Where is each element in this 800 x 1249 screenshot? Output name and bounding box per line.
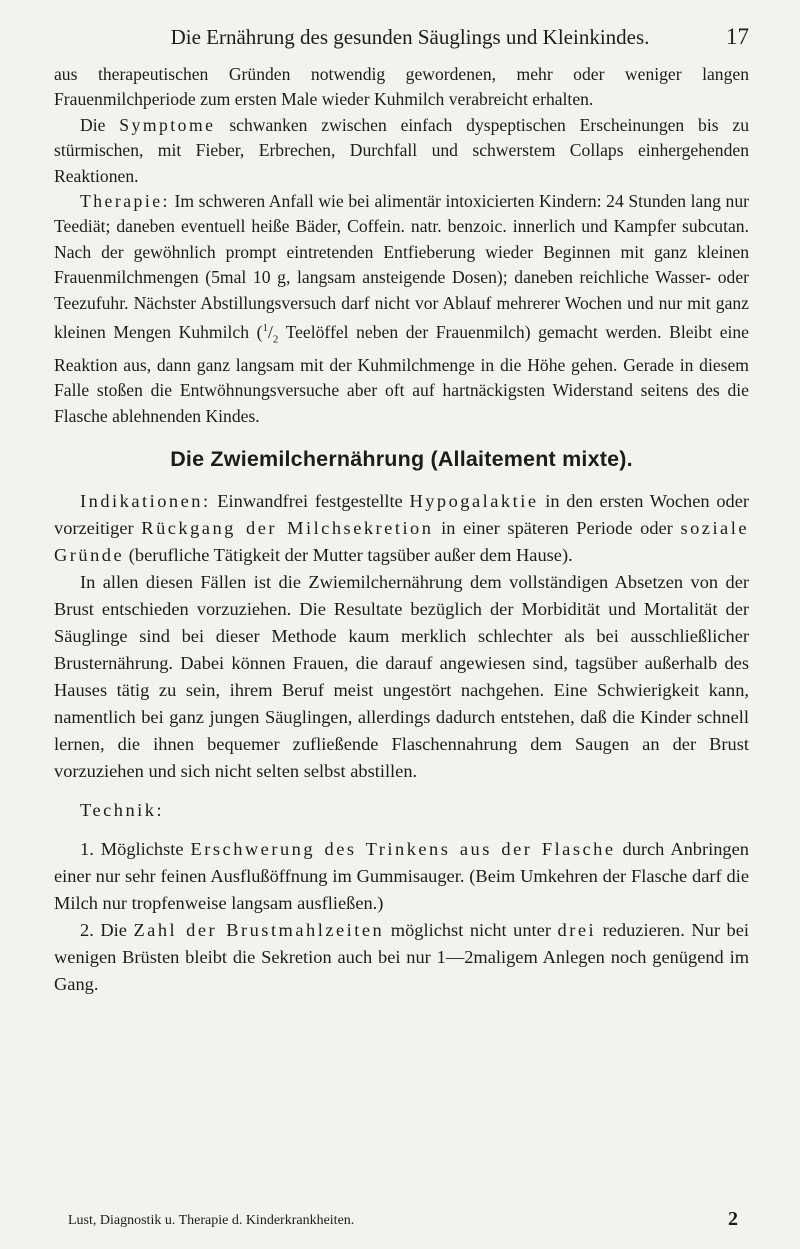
fraction-denominator: 2 <box>272 333 279 346</box>
paragraph-symptome <box>54 113 749 189</box>
term-hypogalaktie: Hypogalaktie <box>409 491 539 512</box>
indikationen-text-c: in einer späteren Periode oder <box>433 518 681 539</box>
running-header <box>54 24 749 62</box>
item-1-term: Erschwerung des Trinkens aus der Flasche <box>190 839 616 860</box>
symptome-pre: Die <box>80 114 106 135</box>
paragraph-indikationen <box>54 488 749 569</box>
technik-item-1 <box>54 836 749 917</box>
technik-label: Technik: <box>80 800 165 821</box>
footer-source: Lust, Diagnostik u. Therapie d. Kinderkrankheiten. <box>68 1213 355 1228</box>
symptome-label: Symptome <box>119 114 216 135</box>
page <box>54 24 749 998</box>
therapie-text-a: Im schweren Anfall wie bei alimentär intoxicierten Kindern: 24 Stunden lang nur Teediät; daneben eventuell heiße Bäder, Coffein. natr. benzoic. innerlich und Kampfer subcutan. Nach der gewöhnlich prompt eintretenden Entfieberung wieder Beginnen mit ganz kleinen Frauenmilchmengen (5mal 10 g, langsam ansteigende Dosen); daneben reichliche Wasser- oder Teezufuhr. Nächster Abstillungsversuch darf nicht vor Ablauf mehrerer Wochen und nur mit ganz kleinen Mengen Kuhmilch ( <box>54 191 750 342</box>
technik-item-2 <box>54 917 749 998</box>
therapie-text-b: Teelöffel neben der Frauenmilch) gemacht werden. Bleibt eine Reaktion aus, dann ganz langsam mit der Kuhmilchmenge in die Höhe gehen. Gerade in diesem Falle stoßen die Entwöhnungsversuche aber oft auf hartnäckigsten Widerstand seitens des die Flasche ablehnenden Kindes. <box>54 321 749 426</box>
section-heading: Die Zwiemilchernährung (Allaitement mixte). <box>170 447 633 472</box>
item-2-text-a: möglichst nicht unter <box>384 920 558 941</box>
item-2-num: 2. Die <box>80 920 127 941</box>
indikationen-text-a: Einwandfrei festgestellte <box>210 491 410 512</box>
indikationen-text-b: in den ersten Wochen oder vorzeitiger <box>54 491 749 539</box>
item-1-num: 1. Möglichste <box>80 839 184 860</box>
item-1-text: durch Anbringen einer nur sehr feinen Ausflußöffnung im Gummisauger. (Beim Umkehren der Flasche darf die Milch nur tropfenweise langsam ausfließen.) <box>54 839 749 914</box>
section-body <box>54 488 749 998</box>
indikationen-label: Indikationen: <box>80 491 211 512</box>
indikationen-text-d: (berufliche Tätigkeit der Mutter tagsüber außer dem Hause). <box>124 545 573 566</box>
technik-heading <box>54 797 749 824</box>
item-2-term2: drei <box>557 920 597 941</box>
item-2-term: Zahl der Brustmahlzeiten <box>133 920 385 941</box>
item-2-text-b: reduzieren. Nur bei wenigen Brüsten bleibt die Sekretion auch bei nur 1—2maligem Anlegen noch genügend im Gang. <box>54 920 749 995</box>
footer <box>68 1208 752 1231</box>
term-rueckgang: Rückgang der Milchsekretion <box>141 518 434 539</box>
paragraph-main: In allen diesen Fällen ist die Zwiemilchernährung dem vollständigen Absetzen von der Brust entschieden vorzuziehen. Die Resultate bezüglich der Morbidität und Mortalität der Säuglinge sind bei dieser Methode kaum merklich schlechter als bei ausschließlicher Brusternährung. Dabei können Frauen, die darauf angewiesen sind, tagsüber außerhalb des Hauses tätig zu sein, ihrem Beruf meist ungestört nachgehen. Eine Schwierigkeit kann, namentlich bei ganz jungen Säuglingen, allerdings dadurch entstehen, daß die Kinder schnell lernen, die ihnen bequemer zufließende Flaschennahrung dem Saugen an der Brust vorzuziehen und sich nicht selten selbst abstillen. <box>54 572 749 782</box>
running-title: Die Ernährung des gesunden Säuglings und Kleinkindes. <box>170 25 650 49</box>
paragraph-therapie: Therapie: Im schweren Anfall wie bei alimentär intoxicierten Kindern: 24 Stunden lang nur Teediät; daneben eventuell heiße Bäder, Coffein. natr. benzoic. innerlich und Kampfer subcutan. Nach der gewöhnlich prompt eintretenden Entfieberung wieder Beginnen mit ganz kleinen Frauenmilchmengen (5mal 10 g, langsam ansteigende Dosen); daneben reichliche Wasser- oder Teezufuhr. Nächster Abstillungsversuch darf nicht vor Ablauf mehrerer Wochen und nur mit ganz kleinen Mengen Kuhmilch ($^1/_2$ Teelöffel neben der Frauenmilch) gemacht werden. Bleibt eine Reaktion aus, dann ganz langsam mit der Kuhmilchmenge in die Höhe gehen. Gerade in diesem Falle stoßen die Entwöhnungsversuche aber oft auf hartnäckigsten Widerstand seitens des die Flasche ablehnenden Kindes. <box>54 191 750 426</box>
fraction-numerator: 1 <box>262 322 268 335</box>
term-soziale-gruende: soziale Gründe <box>54 518 749 566</box>
page-number: 17 <box>726 24 749 49</box>
symptome-text: schwanken zwischen einfach dyspeptischen Erscheinungen bis zu stürmischen, mit Fieber, Erbrechen, Durchfall und schwerstem Collaps einhergehenden Reaktionen. <box>54 114 749 186</box>
signature-mark: 2 <box>728 1208 738 1230</box>
paragraph-1: aus therapeutischen Gründen notwendig gewordenen, mehr oder weniger langen Frauenmilchperiode zum ersten Male wieder Kuhmilch verabreicht erhalten. <box>54 64 749 110</box>
therapie-label: Therapie: <box>80 191 170 212</box>
